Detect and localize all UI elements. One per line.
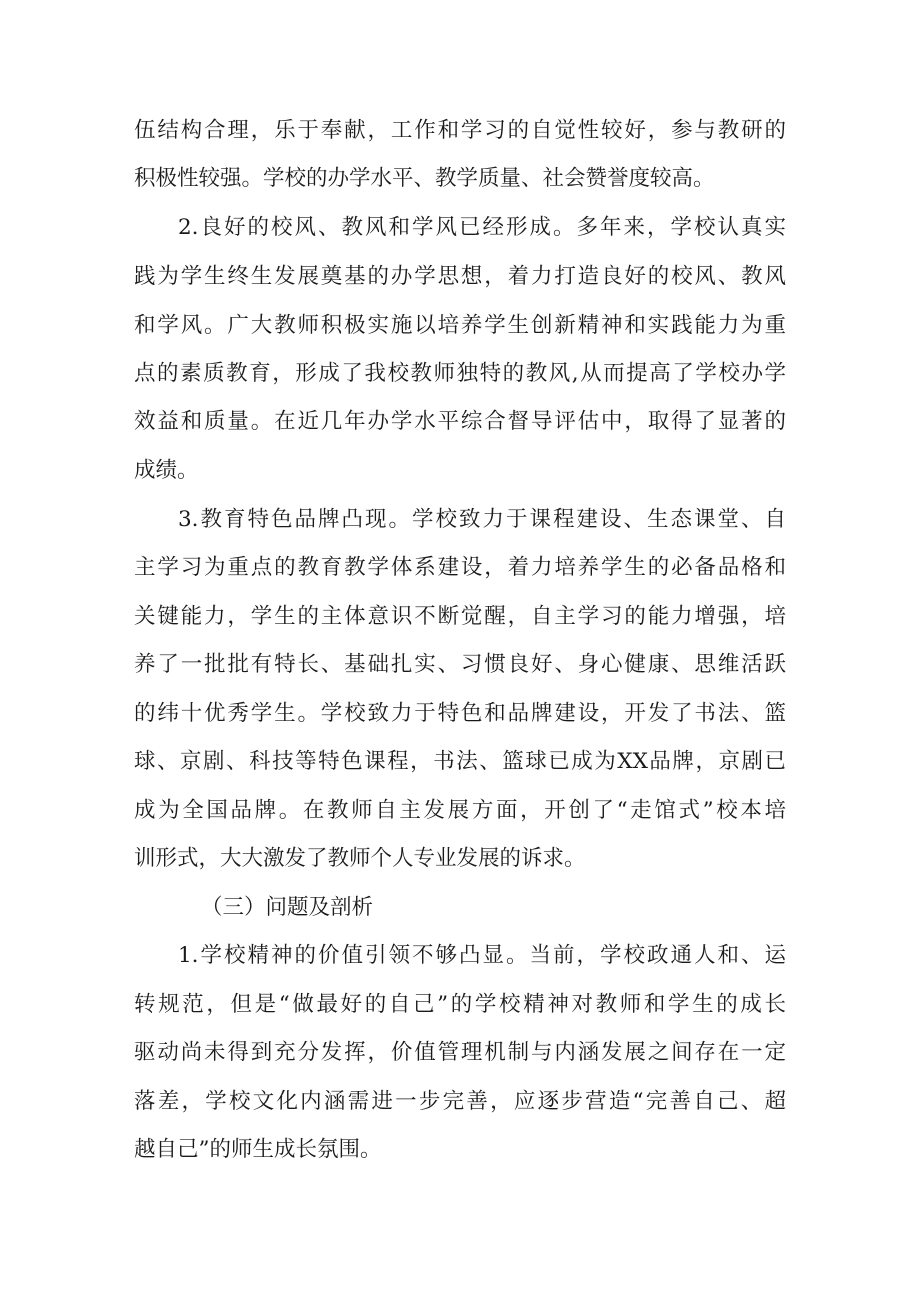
paragraph-line: 驱动尚未得到充分发挥，价值管理机制与内涵发展之间存在一定 [134,1040,786,1065]
paragraph-line: 养了一批批有特长、基础扎实、习惯良好、身心健康、思维活跃 [134,652,786,677]
section-heading: （三）问题及剖析 [201,895,374,920]
paragraph-line: 成绩。 [134,458,199,483]
paragraph-line: 积极性较强。学校的办学水平、教学质量、社会赞誉度较高。 [134,166,715,191]
paragraph-line: 主学习为重点的教育教学体系建设，着力培养学生的必备品格和 [134,555,786,580]
paragraph-line: 2.良好的校风、教风和学风已经形成。多年来，学校认真实 [178,215,786,240]
paragraph-line: 践为学生终生发展奠基的办学思想，着力打造良好的校风、教风 [134,264,786,289]
paragraph-line: 关键能力，学生的主体意识不断觉醒，自主学习的能力增强，培 [134,604,786,629]
paragraph-line: 球、京剧、科技等特色课程，书法、篮球已成为XX品牌，京剧已 [134,749,786,774]
paragraph-line: 1.学校精神的价值引领不够凸显。当前，学校政通人和、运 [178,943,786,968]
paragraph-line: 点的素质教育，形成了我校教师独特的教风,从而提高了学校办学 [134,361,786,386]
paragraph-line: 3.教育特色品牌凸现。学校致力于课程建设、生态课堂、自 [178,507,786,532]
paragraph-line: 伍结构合理，乐于奉献，工作和学习的自觉性较好，参与教研的 [134,118,786,143]
paragraph-line: 成为全国品牌。在教师自主发展方面，开创了“走馆式”校本培 [134,798,786,823]
paragraph-line: 训形式，大大激发了教师个人专业发展的诉求。 [134,846,586,871]
paragraph-line: 落差，学校文化内涵需进一步完善，应逐步营造“完善自己、超 [134,1089,786,1114]
paragraph-line: 转规范，但是“做最好的自己”的学校精神对教师和学生的成长 [134,992,786,1017]
paragraph-line: 效益和质量。在近几年办学水平综合督导评估中，取得了显著的 [134,409,786,434]
paragraph-line: 的纬十优秀学生。学校致力于特色和品牌建设，开发了书法、篮 [134,701,786,726]
paragraph-line: 越自己”的师生成长氛围。 [134,1137,382,1162]
paragraph-line: 和学风。广大教师积极实施以培养学生创新精神和实践能力为重 [134,313,786,338]
